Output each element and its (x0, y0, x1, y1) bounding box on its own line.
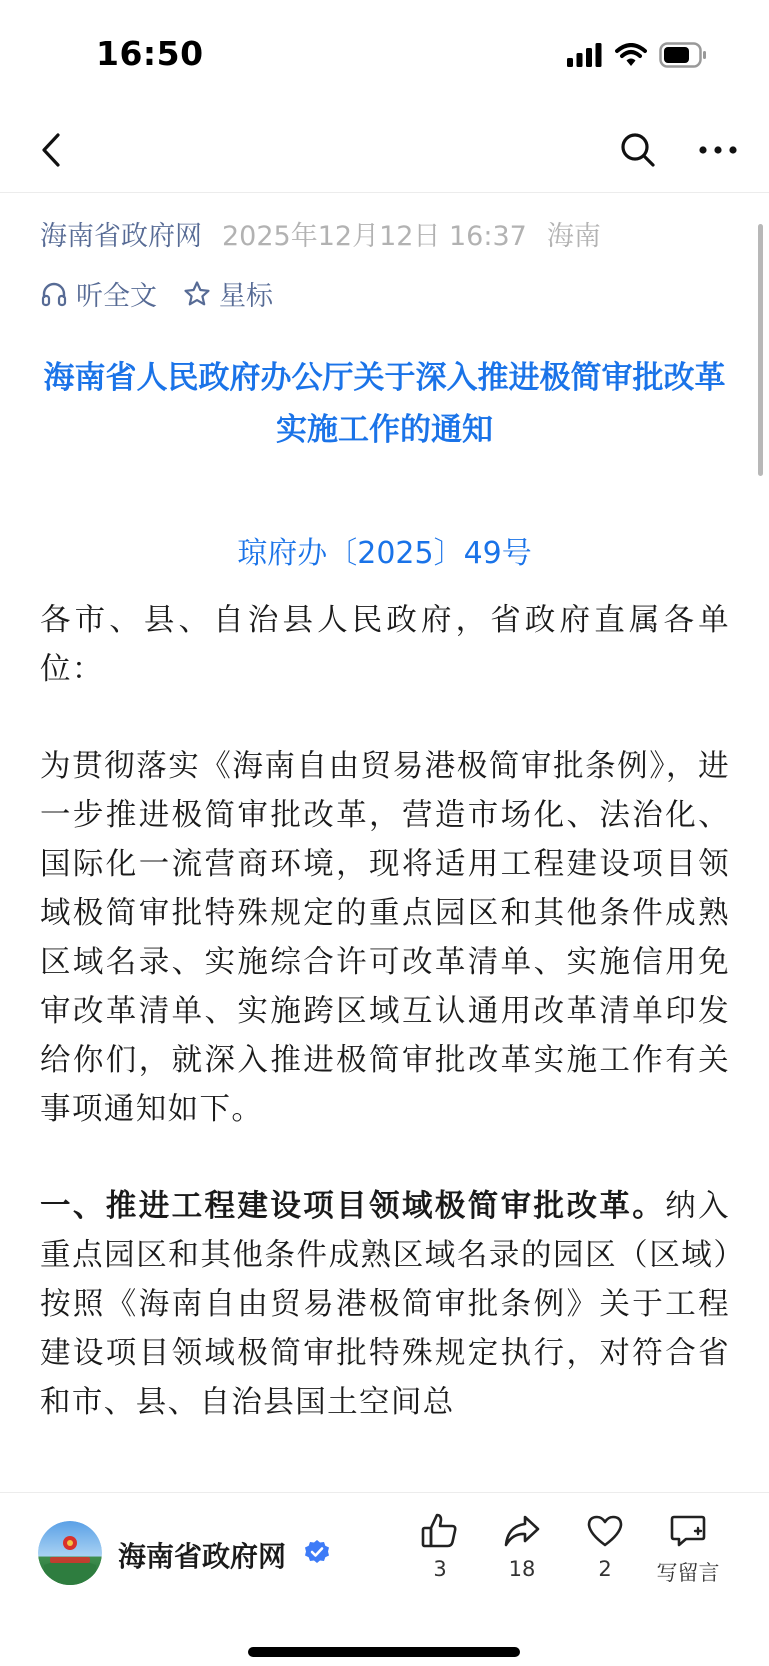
more-button[interactable] (695, 127, 741, 173)
home-indicator[interactable] (248, 1647, 520, 1657)
share-icon (502, 1511, 542, 1551)
headphones-icon (40, 280, 68, 308)
listen-button[interactable] (40, 274, 157, 313)
star-label: 星标 (219, 281, 273, 312)
favorite-count: 2 (598, 1557, 612, 1581)
publish-date: 2025年12月12日 16:37 (222, 221, 527, 252)
nav-bar (0, 110, 769, 193)
article-actions (40, 274, 273, 313)
region-label: 海南 (546, 221, 601, 252)
article-title: 海南省人民政府办公厅关于深入推进极简审批改革实施工作的通知 (43, 360, 726, 448)
section-1-heading: 一、推进工程建设项目领域极简审批改革。 (40, 1189, 666, 1224)
section-1-paragraph (40, 1182, 730, 1427)
like-button[interactable] (400, 1511, 480, 1597)
search-icon (620, 132, 656, 168)
star-icon (183, 280, 211, 308)
comment-button[interactable] (648, 1511, 728, 1597)
verified-icon (304, 1539, 330, 1565)
wifi-icon (615, 43, 647, 71)
search-button[interactable] (615, 127, 661, 173)
battery-icon (659, 42, 707, 72)
back-icon (37, 132, 65, 168)
share-count: 18 (508, 1557, 536, 1581)
more-icon (698, 145, 738, 155)
salutation-paragraph: 各市、县、自治县人民政府，省政府直属各单位： (40, 603, 730, 687)
account-logo (38, 1521, 102, 1585)
document-number: 琼府办〔2025〕49号 (237, 536, 532, 571)
status-icons (567, 42, 707, 72)
status-time: 16:50 (96, 34, 204, 73)
back-button[interactable] (28, 127, 74, 173)
status-bar (0, 0, 769, 110)
bottom-bar (0, 1492, 769, 1666)
heart-icon (585, 1511, 625, 1551)
thumbs-up-icon (420, 1511, 460, 1551)
intro-paragraph: 为贯彻落实《海南自由贸易港极简审批条例》，进一步推进极简审批改革，营造市场化、法治化、国际化一流营商环境，现将适用工程建设项目领域极简审批特殊规定的重点园区和其他条件成熟区域名录、实施综合许可改革清单、实施信用免审改革清单、实施跨区域互认通用改革清单印发给你们，就深入推进极简审批改革实施工作有关事项通知如下。 (40, 749, 730, 1127)
scrollbar[interactable] (758, 224, 763, 476)
article-meta (40, 214, 601, 253)
favorite-button[interactable] (565, 1511, 645, 1597)
source-link[interactable]: 海南省政府网 (40, 221, 202, 252)
comment-icon (668, 1511, 708, 1551)
star-button[interactable] (183, 274, 273, 313)
section-1-body: 纳入重点园区和其他条件成熟区域名录的园区（区域）按照《海南自由贸易港极简审批条例》关于工程建设项目领域极简审批特殊规定执行，对符合省和市、县、自治县国土空间总 (40, 1189, 730, 1420)
article-content[interactable] (0, 192, 769, 1492)
comment-label: 写留言 (656, 1561, 720, 1585)
like-count: 3 (433, 1557, 447, 1581)
share-button[interactable] (482, 1511, 562, 1597)
account-name[interactable]: 海南省政府网 (118, 1540, 287, 1573)
listen-label: 听全文 (76, 281, 157, 312)
signal-icon (567, 43, 603, 71)
account-avatar[interactable] (38, 1521, 102, 1585)
